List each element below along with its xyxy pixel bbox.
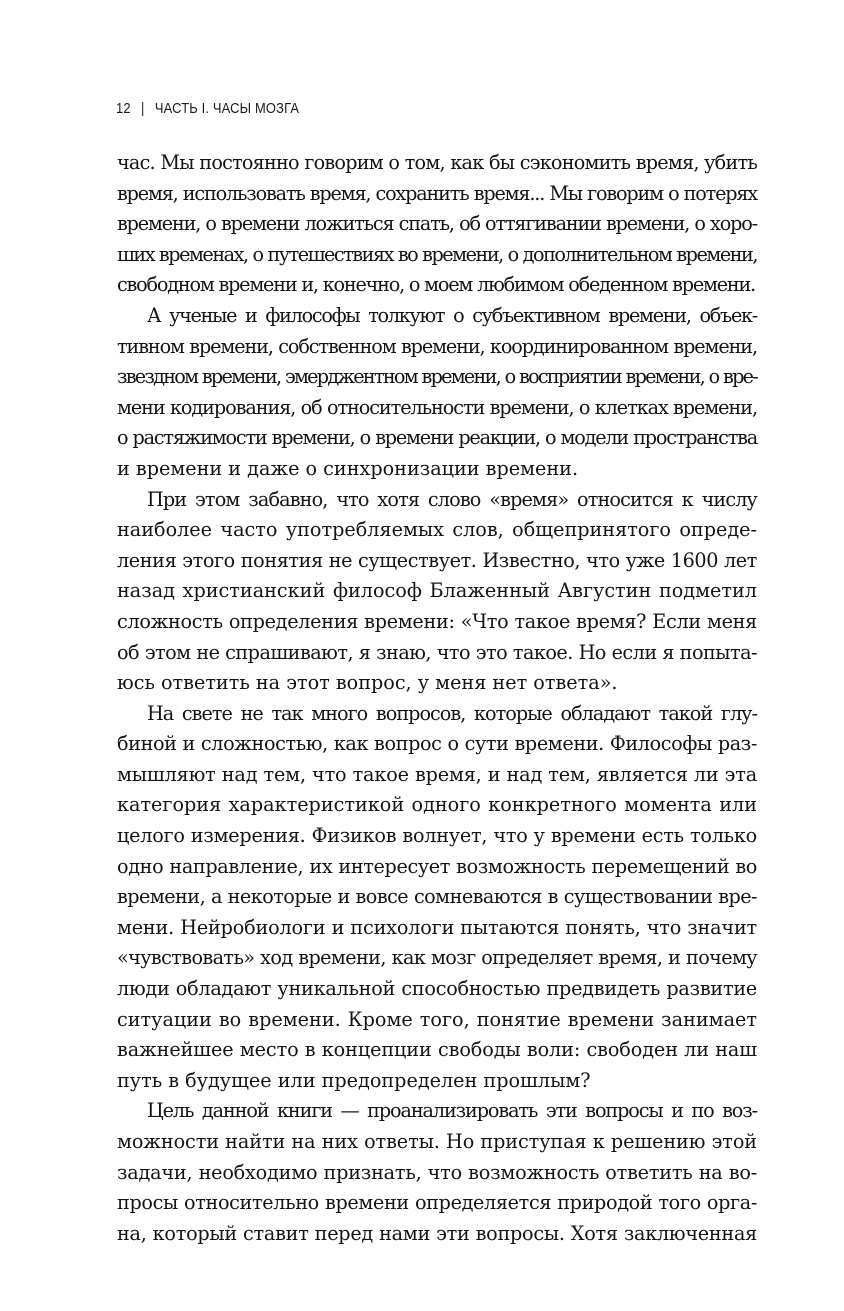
text-line: мышляют над тем, что такое время, и над тем, является ли эта	[117, 762, 757, 786]
text-line: «чувствовать» ход времени, как мозг определяет время, и почему	[117, 946, 757, 970]
text-line: времени, а некоторые и вовсе сомневаются в существовании вре-	[117, 885, 757, 909]
text-line: тивном времени, собственном времени, координированном времени,	[117, 334, 757, 358]
paragraph	[117, 699, 757, 1097]
text-line: одно направление, их интересует возможность перемещений во	[117, 854, 757, 878]
text-line: на, который ставит перед нами эти вопросы. Хотя заключенная	[117, 1221, 757, 1245]
paragraph	[117, 301, 757, 485]
text-line: Цель данной книги — проанализировать эти вопросы и по воз-	[147, 1099, 757, 1123]
text-line: сложность определения времени: «Что такое время? Если меня	[117, 609, 757, 633]
text-line: мени кодирования, об относительности времени, о клетках времени,	[117, 395, 757, 419]
text-line: звездном времени, эмерджентном времени, о восприятии времени, о вре-	[117, 365, 757, 389]
header-separator: |	[141, 100, 145, 117]
text-line: А ученые и философы толкуют о субъективном времени, объек-	[147, 303, 757, 327]
text-line: ших временах, о путешествиях во времени, о дополнительном времени,	[117, 242, 757, 266]
text-line: ления этого понятия не существует. Известно, что уже 1600 лет	[117, 548, 757, 572]
text-line: времени, о времени ложиться спать, об оттягивании времени, о хоро-	[117, 212, 757, 236]
paragraph	[117, 1096, 757, 1249]
text-line: На свете не так много вопросов, которые обладают такой глу-	[147, 701, 757, 725]
text-line: задачи, необходимо признать, что возможность ответить на во-	[117, 1160, 757, 1184]
text-line: и времени и даже о синхронизации времени.	[117, 456, 579, 480]
text-line: можности найти на них ответы. Но приступая к решению этой	[117, 1130, 757, 1153]
text-line: час. Мы постоянно говорим о том, как бы сэкономить время, убить	[117, 151, 757, 174]
text-line: юсь ответить на этот вопрос, у меня нет ответа».	[117, 671, 618, 695]
text-line: ситуации во времени. Кроме того, понятие времени занимает	[117, 1007, 757, 1031]
text-line: мени. Нейробиологи и психологи пытаются понять, что значит	[117, 915, 757, 939]
text-line: об этом не спрашивают, я знаю, что это такое. Но если я попыта-	[117, 640, 757, 664]
paragraph	[117, 485, 757, 699]
text-line: просы относительно времени определяется природой того орга-	[117, 1191, 757, 1215]
body-text	[117, 148, 757, 1249]
text-line: свободном времени и, конечно, о моем любимом обеденном времени.	[117, 273, 755, 297]
text-line: важнейшее место в концепции свободы воли: свободен ли наш	[117, 1038, 757, 1062]
text-line: категория характеристикой одного конкретного момента или	[117, 793, 757, 817]
text-line: При этом забавно, что хотя слово «время» относится к числу	[147, 487, 757, 511]
text-line: время, использовать время, сохранить время... Мы говорим о потерях	[117, 181, 757, 205]
text-line: наиболее часто употребляемых слов, общепринятого опреде-	[117, 518, 757, 542]
text-line: целого измерения. Физиков волнует, что у времени есть только	[117, 824, 757, 848]
text-line: люди обладают уникальной способностью предвидеть развитие	[117, 977, 757, 1001]
section-title: ЧАСТЬ I. ЧАСЫ МОЗГА	[154, 100, 300, 117]
text-line: о растяжимости времени, о времени реакции, о модели пространства	[117, 426, 757, 450]
text-line: путь в будущее или предопределен прошлым?	[117, 1068, 591, 1092]
page-number: 12	[116, 100, 131, 117]
text-line: назад христианский философ Блаженный Августин подметил	[117, 579, 757, 603]
running-header	[116, 100, 299, 117]
paragraph	[117, 148, 757, 301]
text-line: биной и сложностью, как вопрос о сути времени. Философы раз-	[117, 732, 757, 756]
